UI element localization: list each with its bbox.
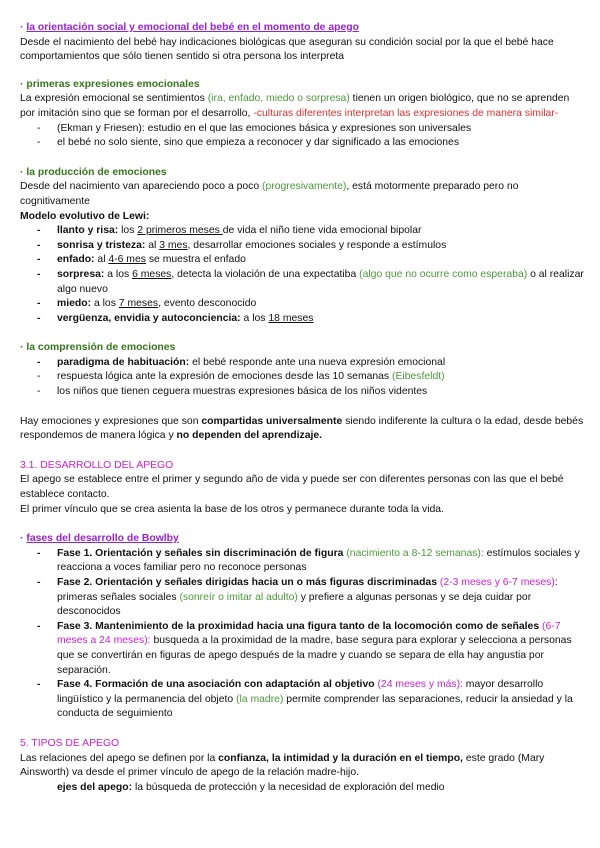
paragraph-apego-2: El primer vínculo que se crea asienta la base de los otros y permanece durante toda la vida. [20,503,444,515]
list-item: - sonrisa y tristeza: al 3 mes, desarrollar emociones sociales y responde a estímulos [37,239,447,251]
list-item: - respuesta lógica ante la expresión de emociones desde las 10 semanas (Eibesfeldt) [37,371,445,383]
list-item: - paradigma de habituación: el bebé responde ante una nueva expresión emocional [37,356,446,368]
list-item: - llanto y risa: los 2 primeros meses de vida el niño tiene vida emocional bipolar [37,225,422,237]
heading-fases-bowlby: · fases del desarrollo de Bowlby [20,533,179,545]
paragraph-ejes-apego: ejes del apego: la búsqueda de protección y la necesidad de exploración del medio [57,781,445,793]
list-item: - (Ekman y Friesen): estudio en el que las emociones básica y expresiones son universales [37,122,472,134]
document-page [20,21,585,795]
list-item: - miedo: a los 7 meses, evento desconocido [37,298,257,310]
paragraph-compartidas: Hay emociones y expresiones que son compartidas universalmente siendo indiferente la cultura o la edad, desde bebés respondemos de manera lógica y no dependen del aprendizaje. [20,415,584,442]
list-item: - Fase 2. Orientación y señales dirigidas hacia un o más figuras discriminadas (2-3 meses y 6-7 meses): primeras señales sociales (sonreír o imitar al adulto) y prefiere a algunas personas y se deja cuidar por desconocidos [37,577,558,618]
paragraph-orientacion: Desde el nacimiento del bebé hay indicaciones biológicas que aseguran su condición social por la que el bebé hace comportamientos que sólo tienen sentido si otra persona los interpreta [20,36,554,63]
paragraph-expresion-emocional: La expresión emocional se sentimientos (ira, enfado, miedo o sorpresa) tienen un origen biológico, que no se aprenden por imitación sino que se forman por el desarrollo, -culturas diferentes interpretan las expresiones de manera similar- [20,93,570,119]
paragraph-relaciones-apego: Las relaciones del apego se definen por la confianza, la intimidad y la duración en el tiempo, este grado (Mary Ainsworth) va desde el primer vínculo de apego de la relación madre-hijo. [20,752,545,779]
list-item: - vergüenza, envidia y autoconciencia: a los 18 meses [37,312,314,324]
paragraph-apego-1: El apego se establece entre el primer y segundo año de vida y puede ser con diferentes personas con las que el bebé establece contacto. [20,474,564,501]
heading-primeras-expresiones: · primeras expresiones emocionales [20,78,200,90]
list-item: - los niños que tienen ceguera muestras expresiones básica de los niños videntes [37,386,428,398]
list-item: - Fase 4. Formación de una asociación con adaptación al objetivo (24 meses y más): mayor desarrollo lingüístico y la permanencia del objeto (la madre) permite comprender las separaciones, reducir la ansiedad y la conducta de seguimiento [37,679,573,720]
paragraph-produccion: Desde del nacimiento van apareciendo poco a poco (progresivamente), está motormente preparado pero no cognitivamente [20,181,519,207]
list-item: - Fase 1. Orientación y señales sin discriminación de figura (nacimiento a 8-12 semanas): estímulos sociales y reacciona a voces familiar pero no reconoce personas [37,547,580,574]
heading-desarrollo-apego: 3.1. DESARROLLO DEL APEGO [20,459,174,471]
model-title: Modelo evolutivo de Lewi: [20,210,150,222]
heading-produccion-emociones: · la producción de emociones [20,166,167,178]
list-item: - enfado: al 4-6 mes se muestra el enfado [37,254,246,266]
list-item: - sorpresa: a los 6 meses, detecta la violación de una expectatiba (algo que no ocurre como esperaba) o al realizar algo nuevo [37,268,584,295]
list-expresiones [20,122,585,151]
list-fases [20,547,585,722]
heading-orientacion-social: · la orientación social y emocional del bebé en el momento de apego [20,22,359,33]
list-item: - Fase 3. Mantenimiento de la proximidad hacia una figura tanto de la locomoción como de señales (6-7 meses a 24 meses): busqueda a la proximidad de la madre, base segura para explorar y selecciona a personas que se convertirán en figuras de apego después de la madre y cuando se separa de ella hay angustia por separación. [37,620,572,676]
list-item: - el bebé no solo siente, sino que empieza a reconocer y dar significado a las emociones [37,137,460,149]
list-lewis-model [20,224,585,326]
heading-comprension-emociones: · la comprensión de emociones [20,342,176,354]
heading-tipos-apego: 5. TIPOS DE APEGO [20,737,120,749]
list-comprension [20,356,585,400]
